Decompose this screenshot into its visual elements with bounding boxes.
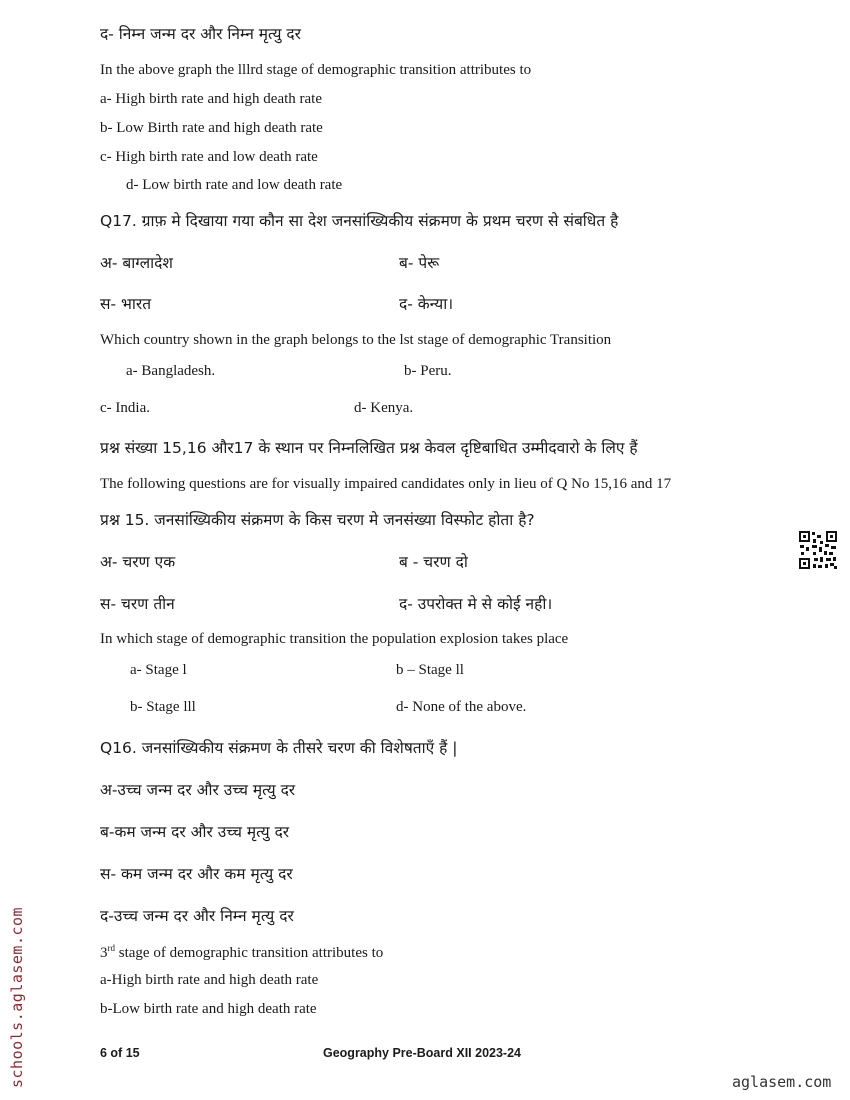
q16-option-b: b-Low birth rate and high death rate <box>100 1001 317 1017</box>
q15-option-a-hindi: अ- चरण एक <box>100 553 176 571</box>
q16-option-a: a-High birth rate and high death rate <box>100 972 319 988</box>
q15-english: In which stage of demographic transition the population explosion takes place <box>100 631 569 647</box>
q16-english <box>100 943 383 962</box>
q15-option-c-hindi: स- चरण तीन <box>100 595 175 613</box>
q17-option-d-hindi: द- केन्या। <box>399 295 454 313</box>
q16-option-c-hindi: स- कम जन्म दर और कम मृत्यु दर <box>100 865 293 883</box>
corner-watermark: aglasem.com <box>732 1073 832 1091</box>
q16-number: 3 <box>100 945 108 961</box>
option-b: b- Low Birth rate and high death rate <box>100 120 323 136</box>
option-a: a- High birth rate and high death rate <box>100 91 322 107</box>
q17-option-c-hindi: स- भारत <box>100 295 152 313</box>
q17-option-b: b- Peru. <box>404 363 452 379</box>
q16-english-rest: stage of demographic transition attributes to <box>115 945 384 961</box>
q17-option-b-hindi: ब- पेरू <box>399 254 440 272</box>
q17-hindi: Q17. ग्राफ़ मे दिखाया गया कौन सा देश जनसांख्यिकीय संक्रमण के प्रथम चरण से संबधित है <box>100 212 619 230</box>
q15-option-d-hindi: द- उपरोक्त मे से कोई नही। <box>399 595 553 613</box>
question-text: In the above graph the lllrd stage of demographic transition attributes to <box>100 62 532 78</box>
vi-note-hindi: प्रश्न संख्या 15,16 और17 के स्थान पर निम्नलिखित प्रश्न केवल दृष्टिबाधित उम्मीदवारो के लिए हैं <box>100 439 638 457</box>
q16-option-a-hindi: अ-उच्च जन्म दर और उच्च मृत्यु दर <box>100 781 296 799</box>
q17-option-a-hindi: अ- बाग्लादेश <box>100 254 173 272</box>
q15-option-b: b – Stage ll <box>396 662 464 678</box>
q17-option-d: d- Kenya. <box>354 400 414 416</box>
q16-superscript: rd <box>107 943 115 953</box>
q16-option-b-hindi: ब-कम जन्म दर और उच्च मृत्यु दर <box>100 823 290 841</box>
option-hindi-d: द- निम्न जन्म दर और निम्न मृत्यु दर <box>100 25 301 43</box>
option-c: c- High birth rate and low death rate <box>100 149 318 165</box>
q15-hindi: प्रश्न 15. जनसांख्यिकीय संक्रमण के किस चरण मे जनसंख्या विस्फोट होता है? <box>100 511 535 529</box>
q17-option-a: a- Bangladesh. <box>126 363 216 379</box>
q17-english: Which country shown in the graph belongs to the lst stage of demographic Transition <box>100 332 612 348</box>
qr-code-icon <box>798 530 838 570</box>
q15-option-c: b- Stage lll <box>130 699 196 715</box>
footer-title: Geography Pre-Board XII 2023-24 <box>323 1046 521 1060</box>
side-watermark: schools.aglasem.com <box>8 906 26 1088</box>
q16-hindi: Q16. जनसांख्यिकीय संक्रमण के तीसरे चरण की विशेषताएँ हैं | <box>100 739 458 757</box>
q15-option-d: d- None of the above. <box>396 699 527 715</box>
page-number: 6 of 15 <box>100 1046 140 1060</box>
q15-option-b-hindi: ब - चरण दो <box>399 553 468 571</box>
q15-option-a: a- Stage l <box>130 662 187 678</box>
q17-option-c: c- India. <box>100 400 150 416</box>
q16-option-d-hindi: द-उच्च जन्म दर और निम्न मृत्यु दर <box>100 907 294 925</box>
option-d: d- Low birth rate and low death rate <box>126 177 343 193</box>
vi-note-english: The following questions are for visually impaired candidates only in lieu of Q No 15,16 and 17 <box>100 476 672 492</box>
